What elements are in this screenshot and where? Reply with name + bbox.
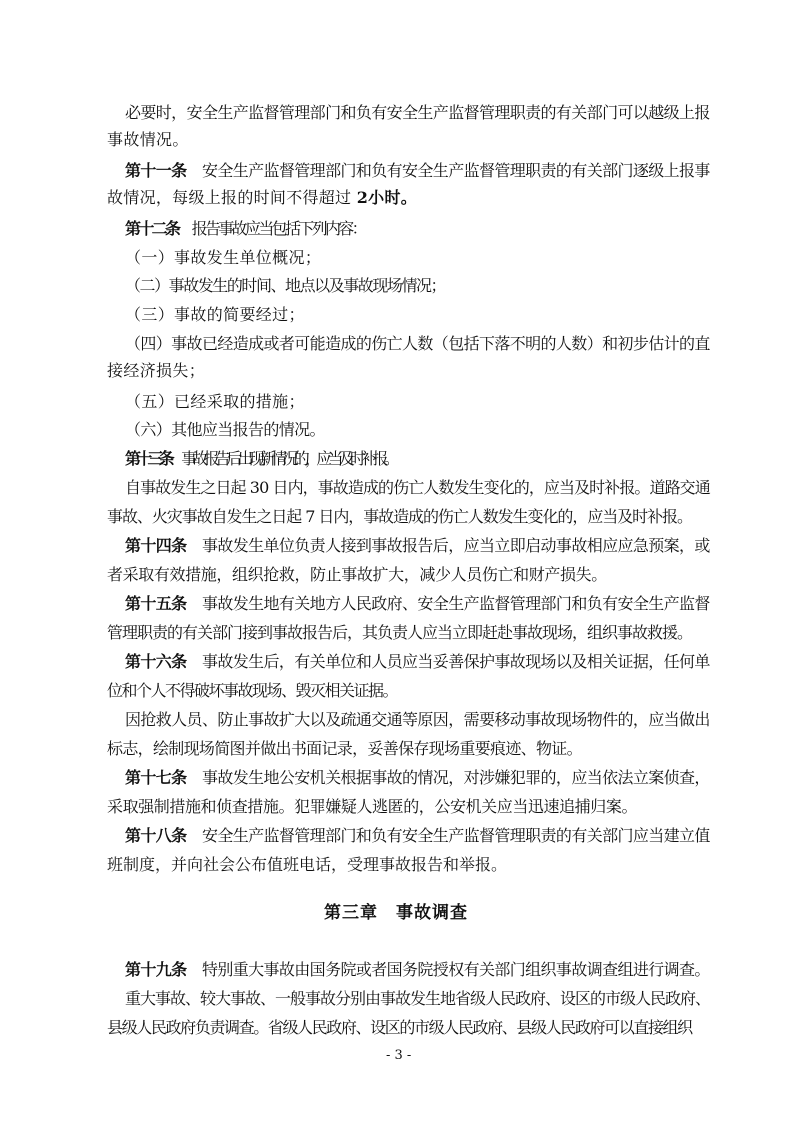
paragraph-text: 事故发生地公安机关根据事故的情况，对涉嫌犯罪的，应当依法立案侦查，: [201, 768, 710, 787]
paragraph-line: [125, 449, 395, 469]
paragraph-line: [107, 361, 205, 381]
paragraph-line: [125, 161, 710, 181]
article-number: 第十九条: [125, 960, 187, 979]
paragraph-line: [107, 681, 397, 701]
paragraph-text: （六）其他应当报告的情况。: [125, 420, 325, 439]
paragraph-text: 采取强制措施和侦查措施。犯罪嫌疑人逃匿的，公安机关应当迅速追捕归案。: [107, 797, 638, 816]
paragraph-line: [125, 594, 710, 614]
article-number: 第十一条: [125, 161, 187, 180]
chapter-heading: 第三章 事故调查: [324, 903, 468, 923]
paragraph-text: 县级人民政府负责调查。省级人民政府、设区的市级人民政府、县级人民政府可以直接组织: [107, 1018, 692, 1037]
paragraph-text: 事故发生后，有关单位和人员应当妥善保护事故现场以及相关证据，任何单: [201, 652, 710, 671]
paragraph-text: 接经济损失；: [107, 361, 206, 380]
paragraph-text: 自事故发生之日起 30 日内，事故造成的伤亡人数发生变化的，应当及时补报。道路交通: [125, 478, 710, 497]
paragraph-line: [125, 960, 710, 980]
paragraph-text: 事故、火灾事故自发生之日起 7 日内，事故造成的伤亡人数发生变化的，应当及时补报。: [107, 507, 692, 526]
paragraph-text: （四）事故已经造成或者可能造成的伤亡人数（包括下落不明的人数）和初步估计的直: [125, 334, 710, 353]
paragraph-line: [125, 710, 710, 730]
paragraph-line: [125, 768, 710, 788]
paragraph-text: 事故报告后出现新情况的，应当及时补报。: [181, 449, 396, 468]
article-number: 第十五条: [125, 594, 187, 613]
paragraph-text: 因抢救人员、防止事故扩大以及疏通交通等原因，需要移动事故现场物件的，应当做出: [125, 710, 710, 729]
paragraph-text: 安全生产监督管理部门和负有安全生产监督管理职责的有关部门应当建立值: [201, 826, 710, 845]
paragraph-line: [125, 478, 710, 498]
paragraph-line: [107, 1018, 692, 1038]
paragraph-text: 事故情况。: [107, 130, 189, 149]
paragraph-text: 特别重大事故由国务院或者国务院授权有关部门组织事故调查组进行调查。: [201, 960, 710, 979]
paragraph-text: 事故发生地有关地方人民政府、安全生产监督管理部门和负有安全生产监督: [201, 594, 710, 613]
paragraph-line: [107, 188, 417, 208]
paragraph-line: [125, 989, 710, 1009]
paragraph-text: （五）已经采取的措施；: [125, 392, 305, 411]
paragraph-text: 事故发生单位负责人接到事故报告后，应当立即启动事故相应应急预案，或: [201, 536, 710, 555]
paragraph-line: [125, 334, 710, 354]
paragraph-line: [125, 305, 305, 325]
paragraph-line: [125, 219, 365, 239]
paragraph-text: 班制度，并向社会公布值班电话，受理事故报告和举报。: [107, 855, 508, 874]
paragraph-text: 报告事故应当包括下列内容：: [191, 219, 365, 238]
paragraph-line: [125, 826, 710, 846]
paragraph-line: [107, 797, 637, 817]
paragraph-line: [125, 248, 321, 268]
article-number: 第十七条: [125, 768, 187, 787]
paragraph-text: 者采取有效措施，组织抢救，防止事故扩大，减少人员伤亡和财产损失。: [107, 565, 607, 584]
paragraph-line: [125, 652, 710, 672]
paragraph-text: （三）事故的简要经过；: [125, 305, 305, 324]
paragraph-text: 必要时，安全生产监督管理部门和负有安全生产监督管理职责的有关部门可以越级上报: [125, 103, 710, 122]
paragraph-text: 位和个人不得破坏事故现场、毁灭相关证据。: [107, 681, 398, 700]
article-number: 第十四条: [125, 536, 187, 555]
paragraph-line: [107, 739, 582, 759]
paragraph-line: [107, 855, 507, 875]
paragraph-text: 安全生产监督管理部门和负有安全生产监督管理职责的有关部门逐级上报事: [201, 161, 710, 180]
article-number: 第十三条: [125, 449, 171, 468]
paragraph-text: （二）事故发生的时间、地点以及事故现场情况；: [125, 276, 446, 295]
paragraph-text: 故情况，每级上报的时间不得超过: [107, 188, 352, 207]
paragraph-text: 重大事故、较大事故、一般事故分别由事故发生地省级人民政府、设区的市级人民政府、: [125, 989, 711, 1008]
article-number: 第十八条: [125, 826, 187, 845]
paragraph-line: [107, 507, 692, 527]
paragraph-line: [125, 420, 325, 440]
paragraph-line: [125, 103, 710, 123]
paragraph-text: （一）事故发生单位概况；: [125, 248, 322, 267]
paragraph-line: [125, 276, 445, 296]
paragraph-text: 管理职责的有关部门接到事故报告后，其负责人应当立即赶赴事故现场，组织事故救援。: [107, 623, 693, 642]
article-number: 第十六条: [125, 652, 187, 671]
paragraph-line: [107, 130, 189, 150]
page-number: - 3 -: [386, 1048, 412, 1063]
paragraph-text: 标志，绘制现场简图并做出书面记录，妥善保存现场重要痕迹、物证。: [107, 739, 582, 758]
article-number: 第十二条: [125, 219, 179, 238]
emphasis-text: 2小时。: [356, 188, 418, 207]
paragraph-line: [107, 623, 692, 643]
paragraph-line: [125, 392, 305, 412]
paragraph-line: [125, 536, 710, 556]
paragraph-line: [107, 565, 607, 585]
